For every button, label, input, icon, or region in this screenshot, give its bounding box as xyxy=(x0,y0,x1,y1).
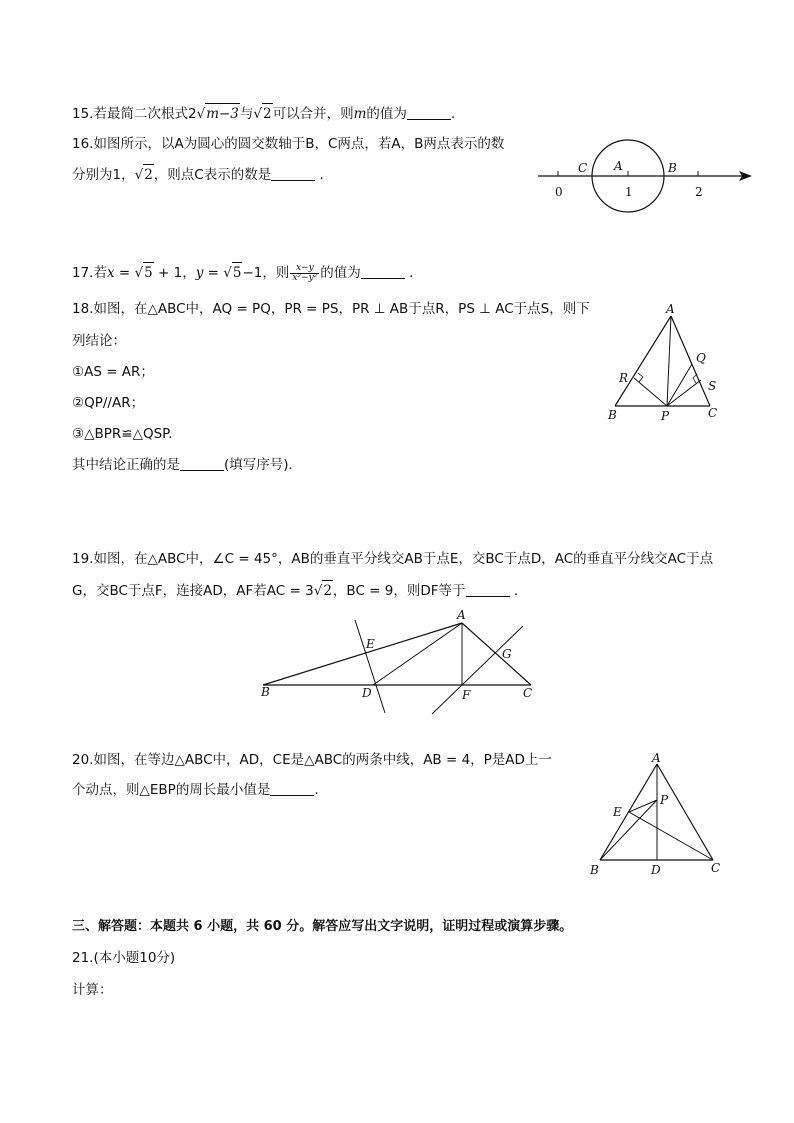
answer-blank-19[interactable] xyxy=(466,582,510,597)
answer-blank-16[interactable] xyxy=(271,166,315,181)
q20-end: . xyxy=(314,782,319,798)
sqrt-m-minus-3: √m−3 xyxy=(197,103,240,124)
label-E: E xyxy=(613,805,622,819)
label-C: C xyxy=(523,686,533,700)
label-B: B xyxy=(590,863,599,877)
conclusion-1: ①AS = AR； xyxy=(72,364,154,380)
label-P: P xyxy=(661,409,670,423)
sqrt-2: √2 xyxy=(135,164,154,185)
question-21-title: 21.(本小题10分) xyxy=(72,950,176,966)
label-C: C xyxy=(578,161,588,175)
answer-blank-18[interactable] xyxy=(180,456,224,471)
answer-blank-15[interactable] xyxy=(407,105,451,120)
q16-text-post: ，则点C表示的数是 xyxy=(153,167,272,183)
section-3-heading: 三、解答题：本题共 6 小题，共 60 分。解答应写出文字说明，证明过程或演算步骤。 xyxy=(72,919,573,934)
q20-text-pre: 个动点，则△EBP的周长最小值是 xyxy=(72,782,271,798)
question-16-line-2 xyxy=(72,164,324,185)
q19-end: . xyxy=(513,583,519,599)
answer-blank-17[interactable] xyxy=(361,264,405,279)
q15-var-m: m xyxy=(353,106,367,122)
question-20-line-1: 20.如图，在等边△ABC中，AD，CE是△ABC的两条中线，AB = 4，P是AD上一 xyxy=(72,752,552,768)
label-C: C xyxy=(708,406,718,420)
q19-text-post: ，BC = 9，则DF等于 xyxy=(332,583,466,599)
q17-end: . xyxy=(409,265,414,281)
question-16-line-1: 16.如图所示，以A为圆心的圆交数轴于B，C两点，若A，B两点表示的数 xyxy=(72,136,505,152)
q17-eq2: = xyxy=(203,265,224,281)
label-C: C xyxy=(711,861,721,875)
q16-end: . xyxy=(319,167,324,183)
number-line-figure xyxy=(530,138,760,220)
sqrt-5: √5 xyxy=(223,262,242,283)
label-A: A xyxy=(666,302,675,316)
sqrt-5: √5 xyxy=(135,262,154,283)
q17-text-pre: 17.若 xyxy=(72,265,107,281)
label-G: G xyxy=(502,647,512,661)
q17-text-post: 的值为 xyxy=(320,265,361,281)
label-S: S xyxy=(708,379,717,393)
sqrt-2: √2 xyxy=(314,580,333,601)
question-19-line-2 xyxy=(72,580,518,601)
q19-text-pre: G，交BC于点F，连接AD，AF若AC = 3 xyxy=(72,583,314,599)
tick-label-2: 2 xyxy=(695,185,703,199)
q17-eq: = xyxy=(114,265,135,281)
q18-text-post: (填写序号)． xyxy=(224,457,303,473)
label-B: B xyxy=(261,685,270,699)
label-B: B xyxy=(608,408,617,422)
question-18-line-1: 18.如图，在△ABC中，AQ = PQ，PR = PS，PR ⊥ AB于点R，PS ⊥ AC于点S，则下 xyxy=(72,301,590,317)
q15-text-pre: 若最简二次根式2 xyxy=(93,106,197,122)
tick-label-0: 0 xyxy=(555,185,563,199)
triangle-figure-18 xyxy=(600,300,730,425)
label-A: A xyxy=(457,608,466,622)
q17-var-y: y xyxy=(195,265,204,281)
q17-plus: + 1， xyxy=(153,265,196,281)
tick-label-1: 1 xyxy=(625,185,633,199)
question-20-line-2 xyxy=(72,780,319,800)
question-18-answer xyxy=(72,455,302,475)
question-17 xyxy=(72,262,413,283)
question-15 xyxy=(72,103,455,124)
q15-text-post: 可以合并，则 xyxy=(272,106,354,122)
triangle-figure-19 xyxy=(255,608,545,718)
q17-minus: −1，则 xyxy=(242,265,290,281)
label-A: A xyxy=(614,159,623,173)
q15-text-mid: 与 xyxy=(239,106,254,122)
q18-text-pre: 其中结论正确的是 xyxy=(72,457,180,473)
question-19-line-1: 19.如图，在△ABC中，∠C = 45°，AB的垂直平分线交AB于点E，交BC于点D，AC的垂直平分线交AC于点 xyxy=(72,551,714,567)
q17-var-x: x xyxy=(106,265,115,281)
label-Q: Q xyxy=(696,351,706,365)
fraction: $\frac{x-y}{\text{x²−y²}}$ xyxy=(292,262,318,283)
label-F: F xyxy=(462,688,471,702)
label-D: D xyxy=(362,686,372,700)
q15-number: 15. xyxy=(72,106,94,122)
q16-text-pre: 分别为1， xyxy=(72,167,135,183)
conclusion-2: ②QP//AR； xyxy=(72,395,145,411)
triangle-figure-20 xyxy=(585,752,725,880)
question-18-line-2: 列结论： xyxy=(72,333,126,349)
q15-end: . xyxy=(450,106,456,122)
label-D: D xyxy=(651,863,661,877)
q15-text-ask: 的值为 xyxy=(366,106,407,122)
question-21-calc: 计算： xyxy=(72,982,113,998)
answer-blank-20[interactable] xyxy=(270,781,314,796)
conclusion-3: ③△BPR≌△QSP. xyxy=(72,426,173,442)
label-B: B xyxy=(668,161,677,175)
label-P: P xyxy=(660,793,669,807)
label-E: E xyxy=(366,637,375,651)
label-R: R xyxy=(619,371,629,385)
label-A: A xyxy=(652,751,661,765)
sqrt-2: √2 xyxy=(253,103,272,124)
